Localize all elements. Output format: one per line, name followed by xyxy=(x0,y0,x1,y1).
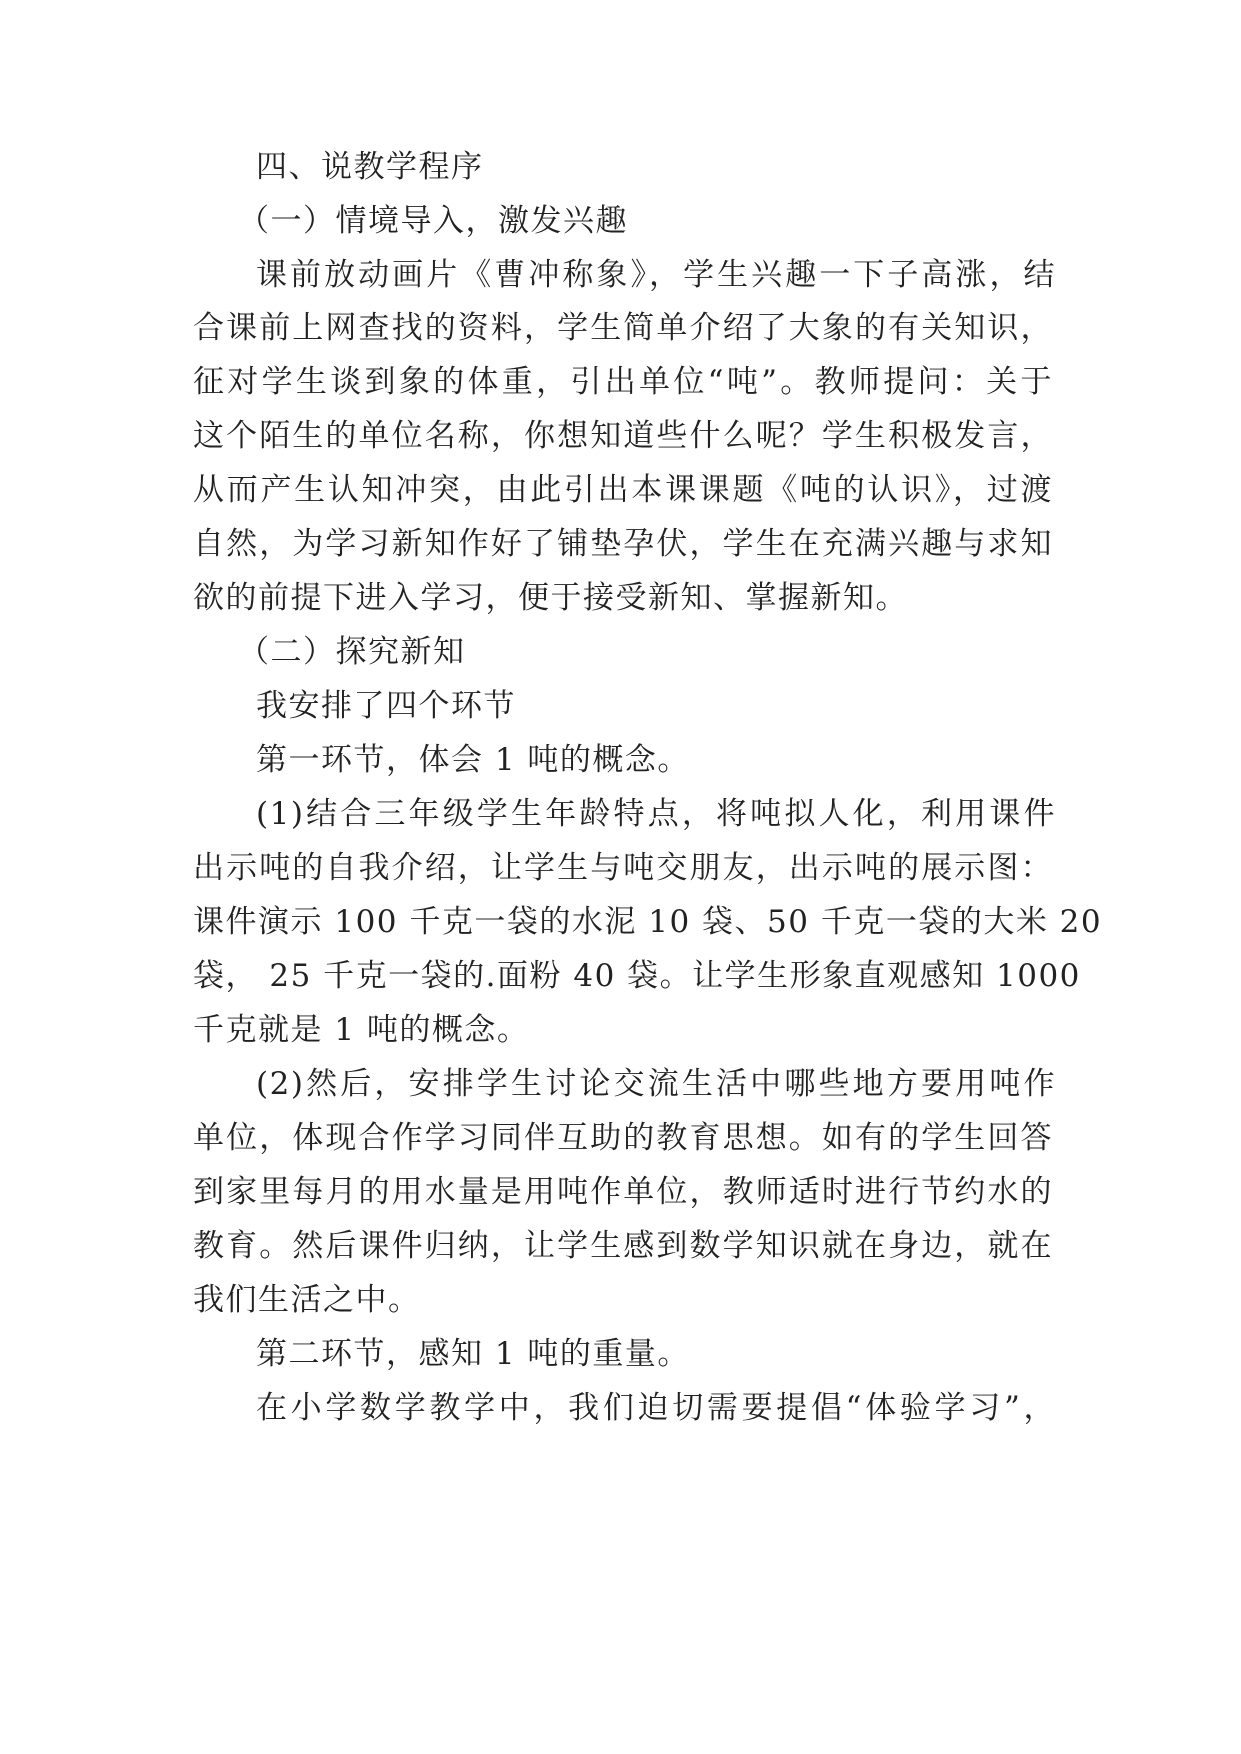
section-heading: 四、说教学程序 xyxy=(256,149,484,185)
paragraph-line: 在小学数学教学中，我们迫切需要提倡“体验学习”， xyxy=(256,1390,1056,1426)
paragraph-line: 欲的前提下进入学习，便于接受新知、掌握新知。 xyxy=(193,580,908,616)
paragraph-line: 教育。然后课件归纳，让学生感到数学知识就在身边，就在 xyxy=(193,1228,1053,1264)
paragraph-line: 单位，体现合作学习同伴互助的教育思想。如有的学生回答 xyxy=(193,1120,1053,1156)
paragraph-line: 到家里每月的用水量是用吨作单位，教师适时进行节约水的 xyxy=(193,1174,1053,1210)
paragraph-line: 从而产生认知冲突，由此引出本课课题《吨的认识》，过渡 xyxy=(193,472,1053,508)
paragraph-line: 千克就是 1 吨的概念。 xyxy=(193,1012,530,1048)
paragraph-line: 我们生活之中。 xyxy=(193,1282,421,1318)
subsection-heading: （二）探究新知 xyxy=(238,634,466,670)
paragraph-line: 袋， 25 千克一袋的.面粉 40 袋。让学生形象直观感知 1000 xyxy=(193,958,1081,994)
paragraph-line: 这个陌生的单位名称，你想知道些什么呢？学生积极发言， xyxy=(193,418,1053,454)
paragraph-line: 自然，为学习新知作好了铺垫孕伏，学生在充满兴趣与求知 xyxy=(193,526,1053,562)
paragraph-line: 出示吨的自我介绍，让学生与吨交朋友，出示吨的展示图： xyxy=(193,850,1053,886)
paragraph-line: 合课前上网查找的资料，学生简单介绍了大象的有关知识， xyxy=(193,310,1053,346)
paragraph-line: (2)然后，安排学生讨论交流生活中哪些地方要用吨作 xyxy=(256,1066,1056,1102)
paragraph-line: 我安排了四个环节 xyxy=(256,688,516,724)
subsection-heading: （一）情境导入，激发兴趣 xyxy=(238,203,628,239)
paragraph-line: 课件演示 100 千克一袋的水泥 10 袋、50 千克一袋的大米 20 xyxy=(193,904,1103,940)
paragraph-line: (1)结合三年级学生年龄特点，将吨拟人化，利用课件 xyxy=(256,796,1056,832)
paragraph-line: 第二环节，感知 1 吨的重量。 xyxy=(256,1336,690,1372)
paragraph-line: 课前放动画片《曹冲称象》，学生兴趣一下子高涨，结 xyxy=(256,257,1056,293)
paragraph-line: 第一环节，体会 1 吨的概念。 xyxy=(256,742,690,778)
paragraph-line: 征对学生谈到象的体重，引出单位“吨”。教师提问：关于 xyxy=(193,364,1053,400)
